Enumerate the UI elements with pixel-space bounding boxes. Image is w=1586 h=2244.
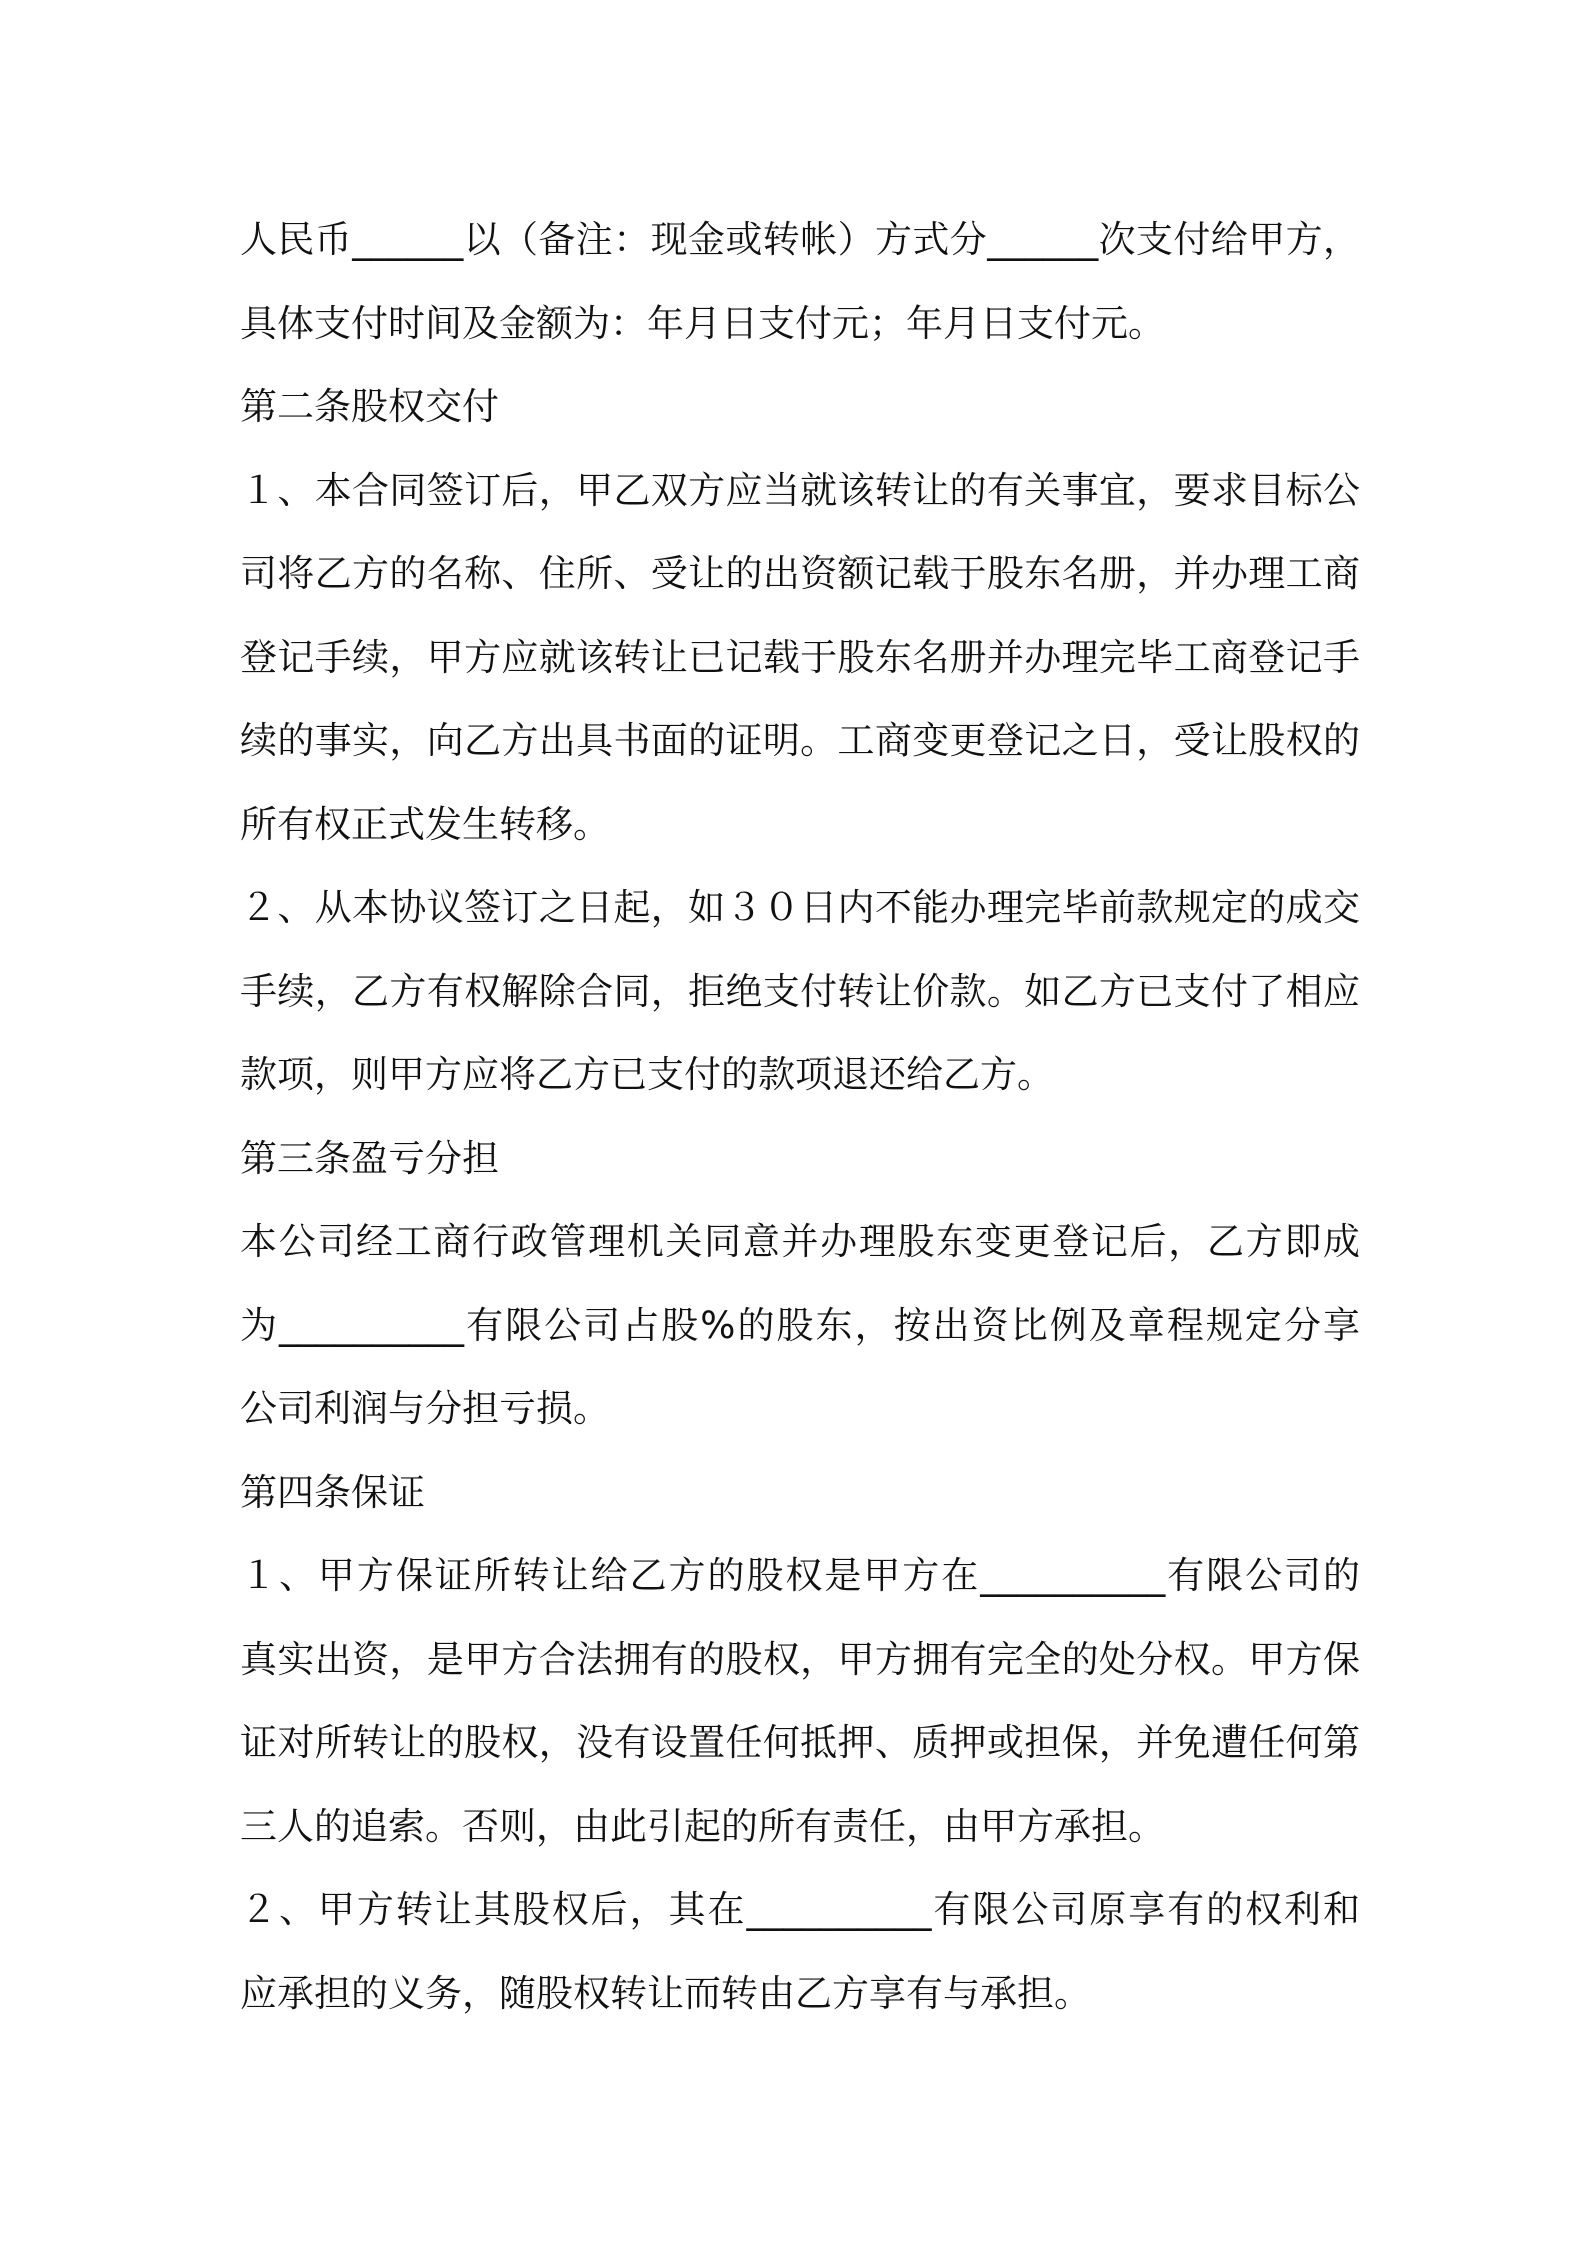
text-line-18: 真实出资，是甲方合法拥有的股权，甲方拥有完全的处分权。甲方保	[240, 1637, 1360, 1681]
text-line-22: 应承担的义务，随股权转让而转由乙方享有与承担。	[240, 1971, 1091, 2015]
section-heading-2: 第二条股权交付	[240, 385, 499, 428]
text-line-17: １、甲方保证所转让给乙方的股权是甲方在__________有限公司的	[240, 1554, 1360, 1597]
text-line-9: ２、从本协议签订之日起，如３０日内不能办理完毕前款规定的成交	[240, 886, 1360, 929]
text-line-10: 手续，乙方有权解除合同，拒绝支付转让价款。如乙方已支付了相应	[240, 969, 1360, 1013]
text-line-11: 款项，则甲方应将乙方已支付的款项退还给乙方。	[240, 1053, 1054, 1096]
text-line-8: 所有权正式发生转移。	[240, 802, 610, 846]
section-heading-4: 第四条保证	[240, 1470, 425, 1514]
section-heading-3: 第三条盈亏分担	[240, 1136, 499, 1180]
text-line-20: 三人的追索。否则，由此引起的所有责任，由甲方承担。	[240, 1804, 1165, 1848]
text-line-19: 证对所转让的股权，没有设置任何抵押、质押或担保，并免遭任何第	[240, 1721, 1360, 1764]
text-line-14: 为__________有限公司占股%的股东，按出资比例及章程规定分享	[240, 1303, 1360, 1347]
text-line-5: 司将乙方的名称、住所、受让的出资额记载于股东名册，并办理工商	[240, 552, 1360, 595]
text-line-7: 续的事实，向乙方出具书面的证明。工商变更登记之日，受让股权的	[240, 719, 1360, 762]
document-body	[240, 198, 1360, 2035]
text-line-6: 登记手续，甲方应就该转让已记载于股东名册并办理完毕工商登记手	[240, 635, 1360, 679]
text-line-13: 本公司经工商行政管理机关同意并办理股东变更登记后，乙方即成	[240, 1220, 1360, 1263]
text-line-2: 具体支付时间及金额为：年月日支付元；年月日支付元。	[240, 301, 1165, 345]
text-line-4: １、本合同签订后，甲乙双方应当就该转让的有关事宜，要求目标公	[240, 468, 1360, 512]
text-line-21: ２、甲方转让其股权后，其在__________有限公司原享有的权利和	[240, 1888, 1360, 1931]
text-line-1: 人民币______以（备注：现金或转帐）方式分______次支付给甲方，	[240, 218, 1360, 261]
text-line-15: 公司利润与分担亏损。	[240, 1387, 610, 1430]
